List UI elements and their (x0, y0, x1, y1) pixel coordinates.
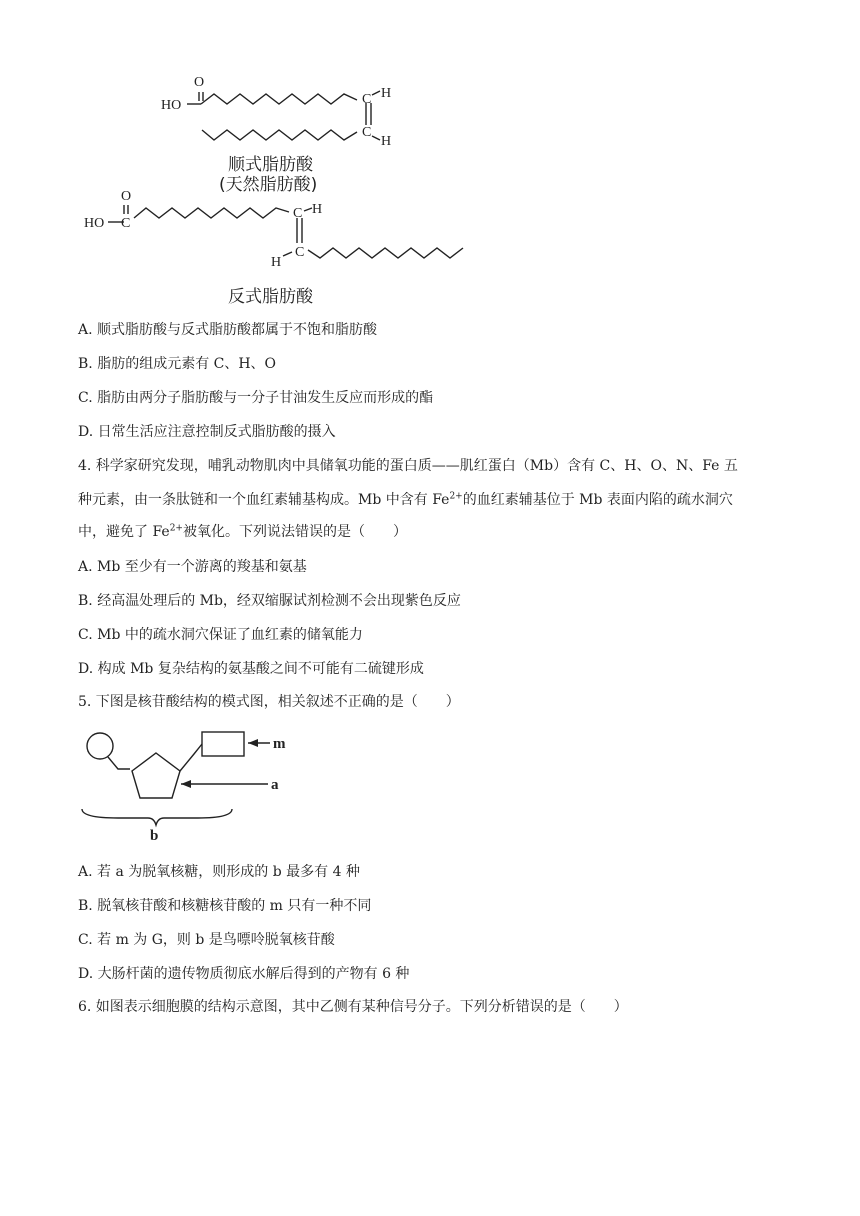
q3-option-d: D. 日常生活应注意控制反式脂肪酸的摄入 (78, 424, 336, 440)
atom-h: H (312, 202, 323, 217)
q5-stem: 5. 下图是核苷酸结构的模式图，相关叙述不正确的是（ ） (78, 694, 460, 710)
atom-ho: HO (161, 98, 182, 113)
cis-fatty-acid-label: 顺式脂肪酸 (228, 155, 313, 175)
q4-stem-line3-start: 中，避免了 Fe (78, 524, 170, 540)
cis-fatty-acid-sublabel: (天然脂肪酸) (219, 175, 318, 195)
q5-option-b: B. 脱氧核苷酸和核糖核苷酸的 m 只有一种不同 (78, 898, 372, 914)
q6-stem: 6. 如图表示细胞膜的结构示意图，其中乙侧有某种信号分子。下列分析错误的是（ ） (78, 999, 628, 1015)
atom-o: O (193, 75, 205, 90)
atom-c: C (293, 206, 303, 221)
pentose-pentagon (132, 753, 180, 798)
q4-stem-line3-end: 被氧化。下列说法错误的是（ ） (182, 524, 407, 540)
q4-option-d: D. 构成 Mb 复杂结构的氨基酸之间不可能有二硫键形成 (78, 661, 424, 677)
phosphate-circle (87, 733, 113, 759)
q5-option-c: C. 若 m 为 G，则 b 是鸟嘌呤脱氧核苷酸 (78, 932, 335, 948)
atom-c: C (295, 245, 305, 260)
label-a: a (271, 777, 279, 793)
q3-option-b: B. 脂肪的组成元素有 C、H、O (78, 356, 277, 372)
q3-option-c: C. 脂肪由两分子脂肪酸与一分子甘油发生反应而形成的酯 (78, 390, 434, 406)
atom-h: H (381, 134, 392, 149)
q4-stem-line3 (78, 522, 407, 542)
atom-o: O (120, 189, 132, 204)
atom-ho: HO (84, 216, 105, 231)
q4-option-b: B. 经高温处理后的 Mb，经双缩脲试剂检测不会出现紫色反应 (78, 593, 461, 609)
q3-option-a: A. 顺式脂肪酸与反式脂肪酸都属于不饱和脂肪酸 (78, 322, 378, 338)
label-m: m (273, 736, 286, 752)
label-b: b (150, 828, 159, 844)
q4-stem-line2-end: 的血红素辅基位于 Mb 表面内陷的疏水洞穴 (462, 492, 733, 508)
atom-c: C (121, 216, 131, 231)
q4-option-a: A. Mb 至少有一个游离的羧基和氨基 (78, 559, 307, 575)
ion-charge: 2+ (169, 523, 183, 534)
nucleotide-diagram (78, 726, 298, 846)
ion-charge: 2+ (449, 491, 463, 502)
atom-h: H (271, 255, 282, 270)
q5-option-d: D. 大肠杆菌的遗传物质彻底水解后得到的产物有 6 种 (78, 966, 410, 982)
q4-stem-line2 (78, 490, 733, 510)
base-rectangle (202, 732, 244, 756)
atom-c: C (362, 125, 372, 140)
q4-stem-line1: 4. 科学家研究发现，哺乳动物肌肉中具储氧功能的蛋白质——肌红蛋白（Mb）含有 C、H、O、N、Fe 五 (78, 458, 738, 474)
q4-stem-line2-start: 种元素，由一条肽链和一个血红素辅基构成。Mb 中含有 Fe (78, 492, 450, 508)
atom-c: C (362, 92, 372, 107)
atom-h: H (381, 86, 392, 101)
q4-option-c: C. Mb 中的疏水洞穴保证了血红素的储氧能力 (78, 627, 363, 643)
trans-fatty-acid-label: 反式脂肪酸 (228, 287, 313, 307)
q5-option-a: A. 若 a 为脱氧核糖，则形成的 b 最多有 4 种 (78, 864, 360, 880)
brace (82, 809, 232, 825)
